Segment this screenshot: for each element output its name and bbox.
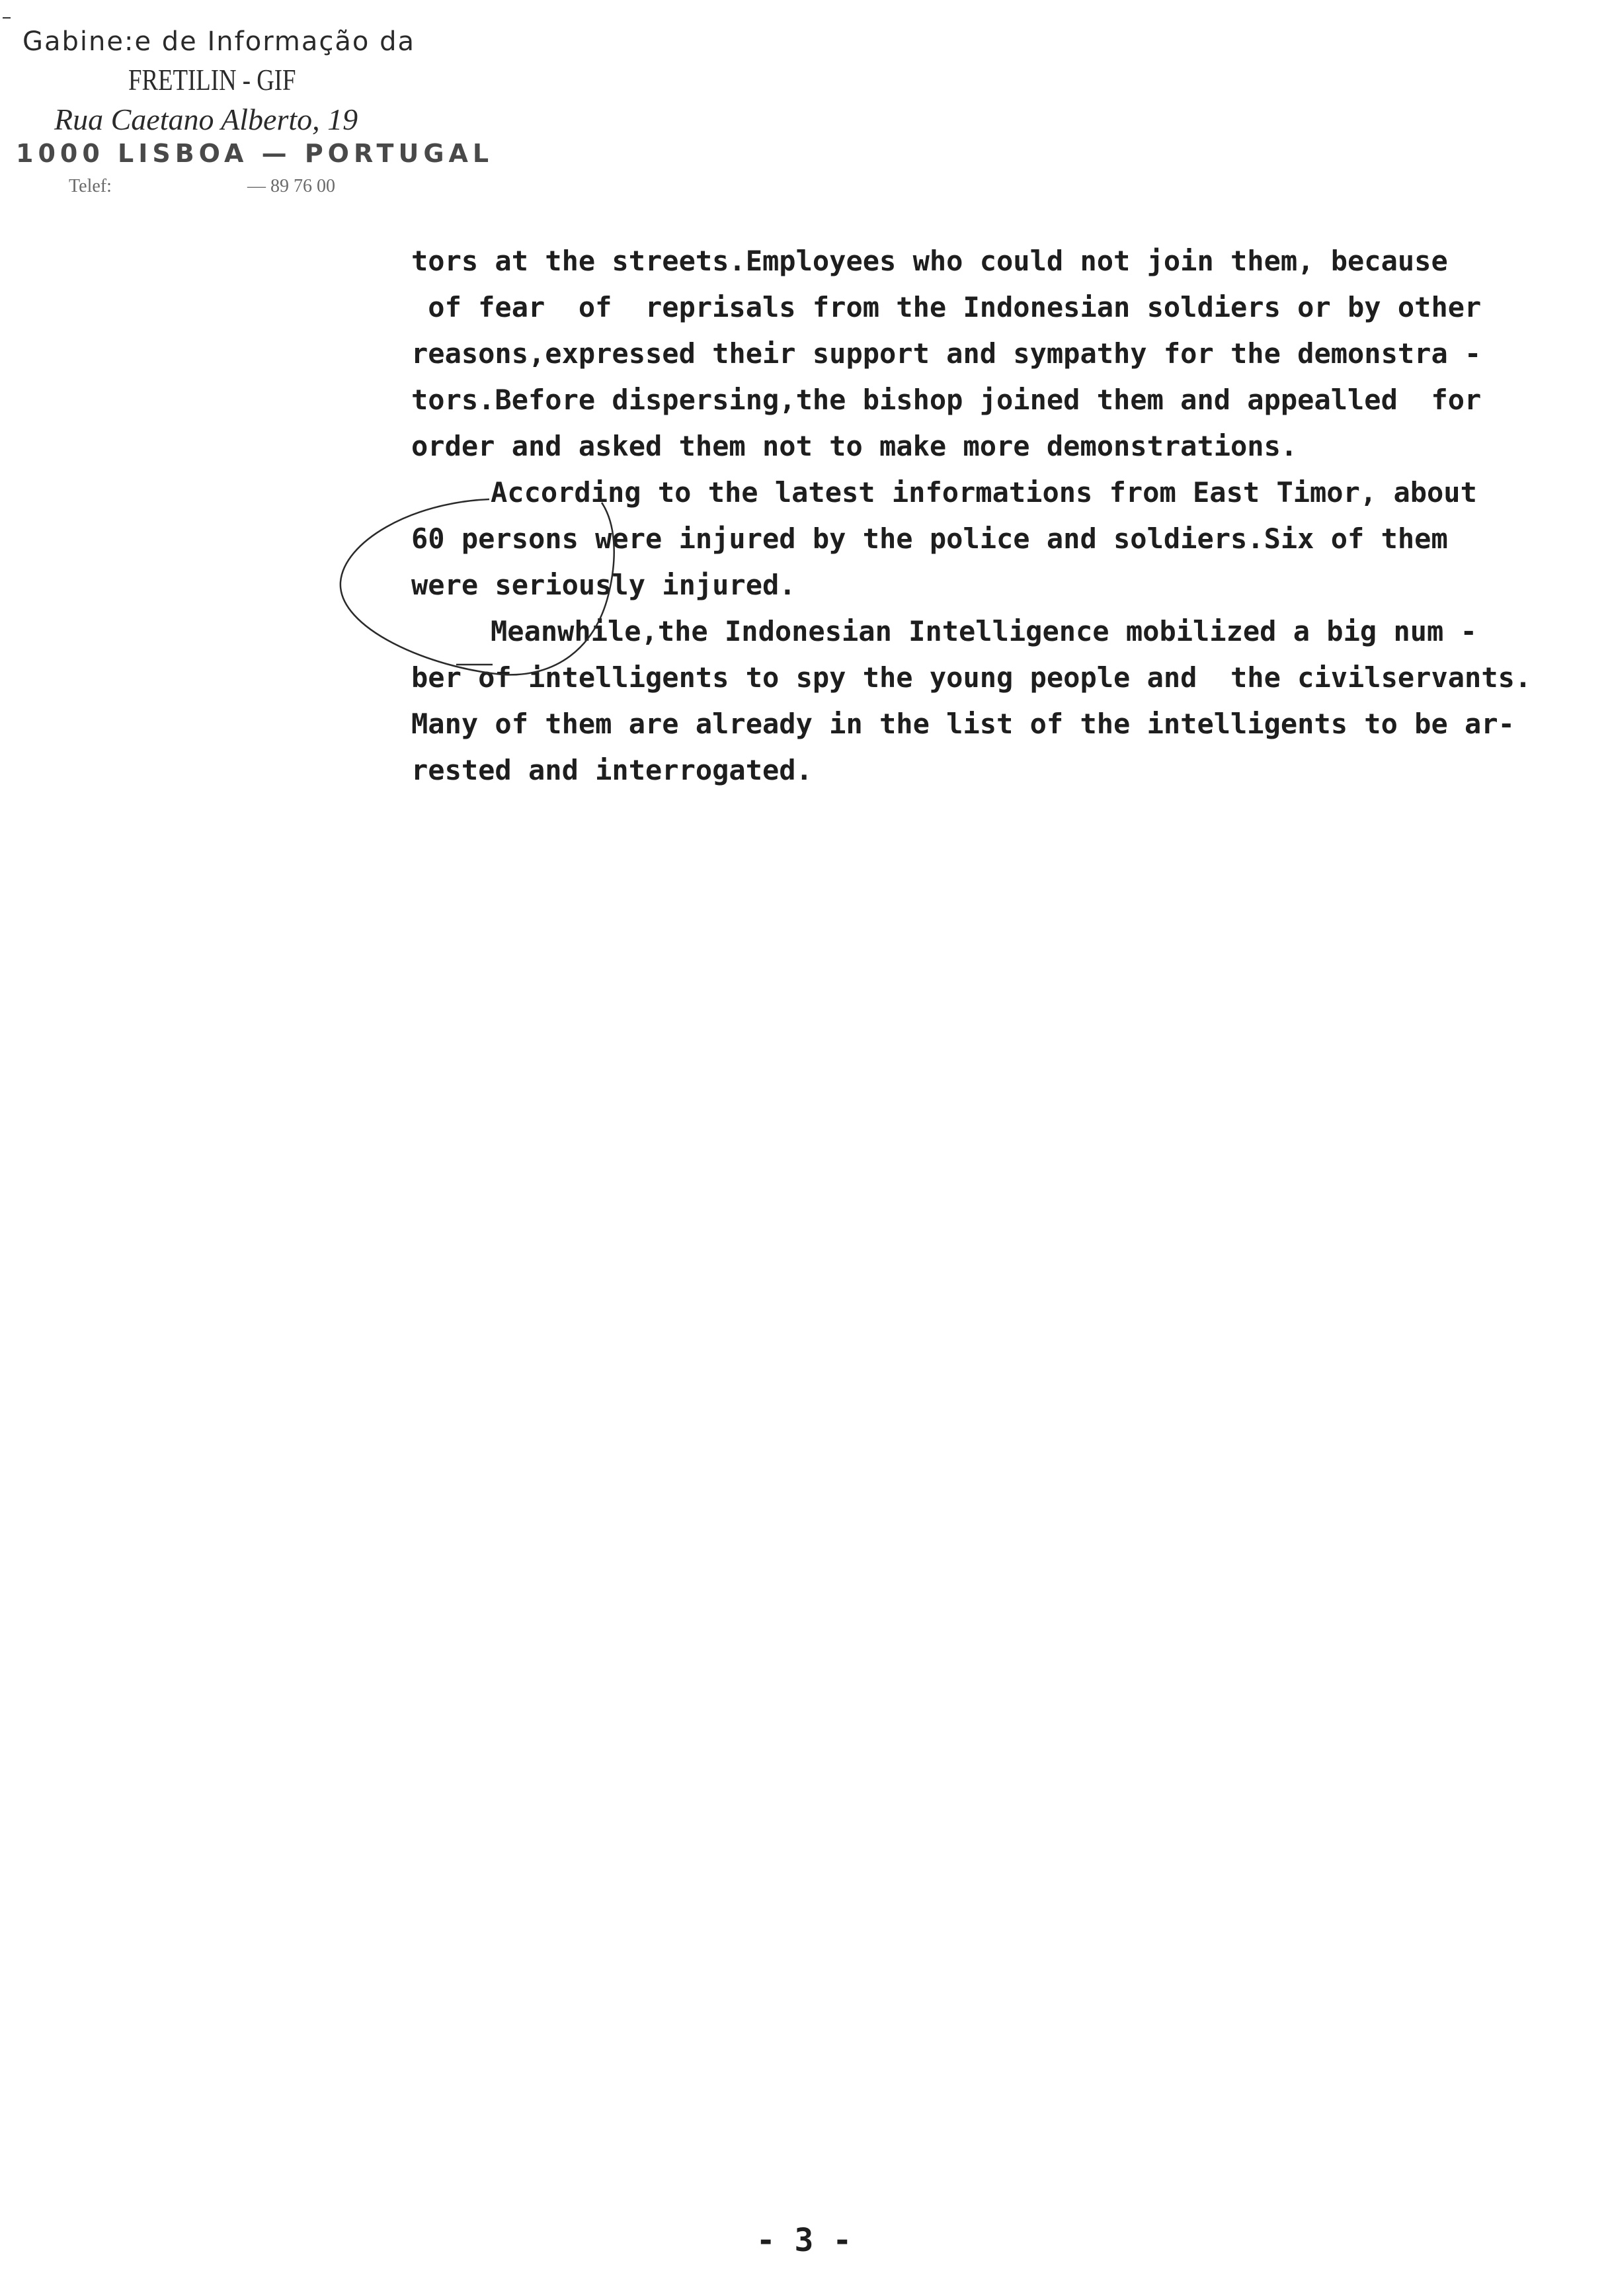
stamp-city-country: 1000 LISBOA — PORTUGAL <box>16 139 494 168</box>
text-line: reasons,expressed their support and sympathy for the demonstra - <box>411 337 1482 370</box>
organization-stamp <box>3 9 494 208</box>
text-line: Meanwhile,the Indonesian Intelligence mobilized a big num - <box>491 615 1477 647</box>
text-line: ber of intelligents to spy the young people and the civilservants. <box>411 661 1532 694</box>
text-line: Many of them are already in the list of the intelligents to be ar- <box>411 708 1515 740</box>
stamp-organization: FRETILIN - GIF <box>128 63 296 97</box>
page-number: - 3 - <box>756 2222 852 2259</box>
stamp-phone-number: — 89 76 00 <box>247 176 335 196</box>
text-line: 60 persons were injured by the police and soldiers.Six of them <box>411 522 1448 555</box>
stamp-street-address: Rua Caetano Alberto, 19 <box>54 102 358 136</box>
text-line: According to the latest informations from East Timor, about <box>491 476 1477 509</box>
stamp-office-name: Gabine:e de Informação da <box>22 26 416 57</box>
text-line: were seriously injured. <box>411 569 796 601</box>
document-body <box>411 238 1532 794</box>
text-line: rested and interrogated. <box>411 754 813 786</box>
stamp-phone-label: Telef: <box>69 176 112 196</box>
text-line: of fear of reprisals from the Indonesian soldiers or by other <box>411 291 1482 323</box>
text-line: tors at the streets.Employees who could not join them, because <box>411 245 1448 277</box>
text-line: order and asked them not to make more demonstrations. <box>411 430 1298 462</box>
text-line: tors.Before dispersing,the bishop joined them and appealled for <box>411 384 1482 416</box>
stamp-mark <box>3 17 11 19</box>
